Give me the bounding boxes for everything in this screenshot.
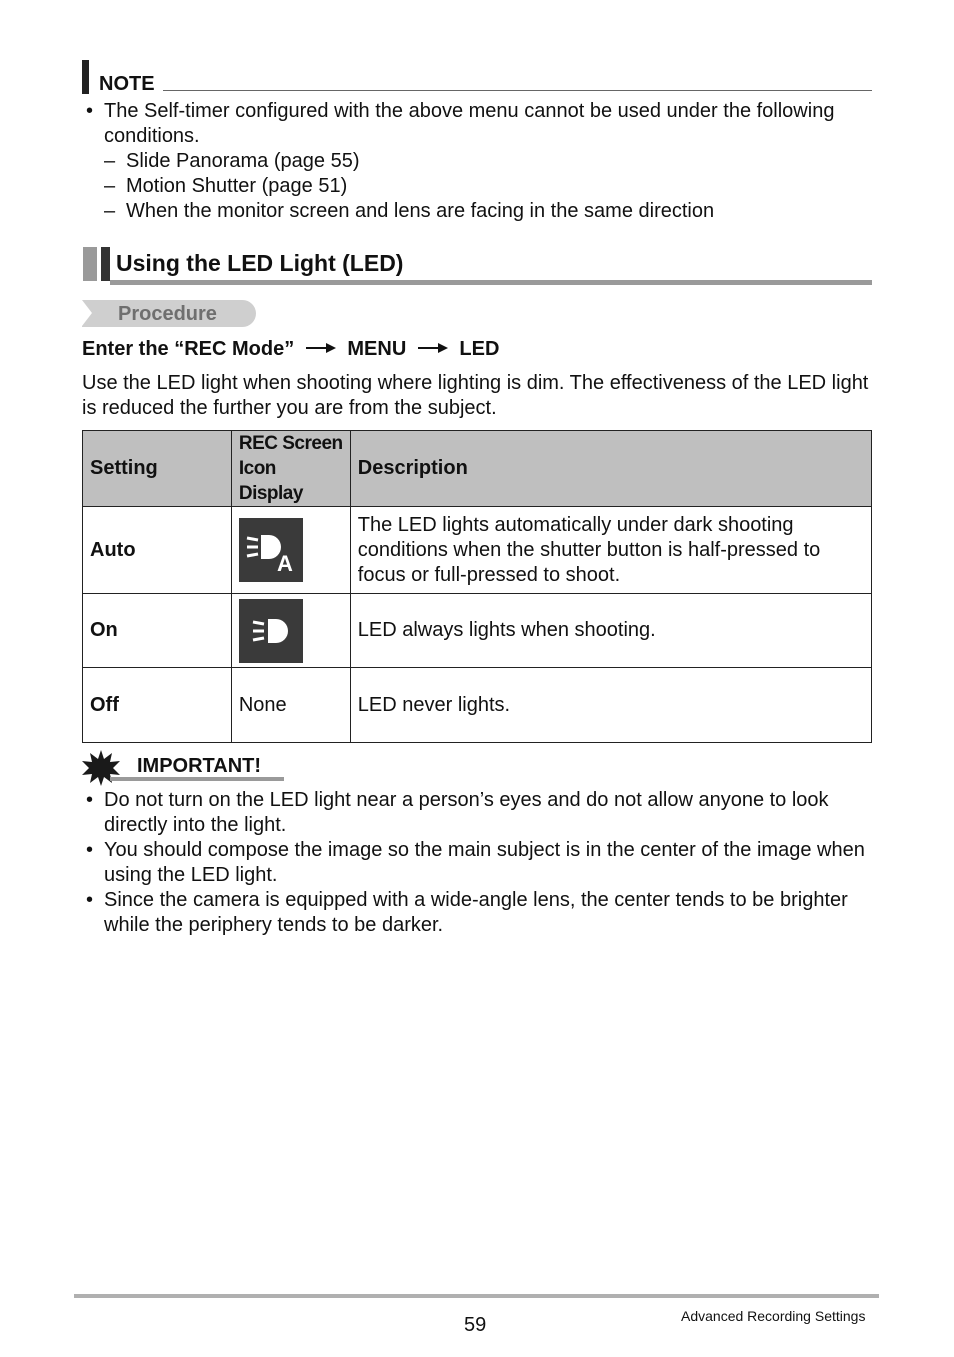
svg-text:A: A [276,551,293,576]
description-cell: LED never lights. [350,668,871,743]
procedure-label: Procedure [118,303,217,325]
section-marker [101,247,110,281]
page-number: 59 [464,1314,487,1336]
footer-rule [74,1294,879,1298]
menu-path-step: MENU [347,338,407,360]
led-settings-table [82,430,872,743]
note-list [82,99,872,224]
header-icon-line: Icon Display [238,458,303,504]
procedure-notch [82,300,92,326]
header-description: Description [350,431,871,507]
important-label: IMPORTANT! [137,755,262,777]
note-rule [163,90,872,91]
intro-paragraph: Use the LED light when shooting where lighting is dim. The effectiveness of the LED light is reduced the further you are from the subject. [82,372,869,419]
section-marker [83,247,97,281]
section-title: Using the LED Light (LED) [116,250,404,276]
important-item: • Since the camera is equipped with a wide-angle lens, the center tends to be brighter while the periphery tends to be darker. [82,888,872,938]
menu-path-step: Enter the “REC Mode” [82,338,295,360]
important-list [82,788,872,938]
icon-cell: None [231,668,350,743]
menu-path [82,337,499,362]
header-icon-line: REC Screen [238,433,343,454]
table-row [83,594,872,668]
section-rule [110,280,872,285]
table-row [83,507,872,594]
description-cell: The LED lights automatically under dark shooting conditions when the shutter button is half-pressed to focus or full-pressed to shoot. [350,507,871,594]
arrow-right-icon [418,342,448,354]
led-on-icon [239,599,303,663]
icon-cell [231,594,350,668]
header-setting: Setting [83,431,232,507]
setting-cell: Auto [83,507,232,594]
icon-cell [231,507,350,594]
header-icon-display [231,431,350,507]
setting-cell: On [83,594,232,668]
note-condition: – Slide Panorama (page 55) [82,149,872,174]
table-header-row [83,431,872,507]
footer-section-name: Advanced Recording Settings [681,1308,866,1324]
description-cell: LED always lights when shooting. [350,594,871,668]
note-label: NOTE [99,73,155,95]
important-rule [110,777,284,781]
note-condition: – When the monitor screen and lens are facing in the same direction [82,199,872,224]
setting-cell: Off [83,668,232,743]
menu-path-step: LED [459,338,500,360]
arrow-right-icon [306,342,336,354]
note-marker [82,60,89,94]
important-item: • You should compose the image so the main subject is in the center of the image when using the LED light. [82,838,872,888]
important-item: • Do not turn on the LED light near a person’s eyes and do not allow anyone to look directly into the light. [82,788,872,838]
led-auto-icon [239,518,303,582]
note-condition: – Motion Shutter (page 51) [82,174,872,199]
table-row [83,668,872,743]
note-bullet: • The Self-timer configured with the above menu cannot be used under the following conditions. [82,99,872,149]
